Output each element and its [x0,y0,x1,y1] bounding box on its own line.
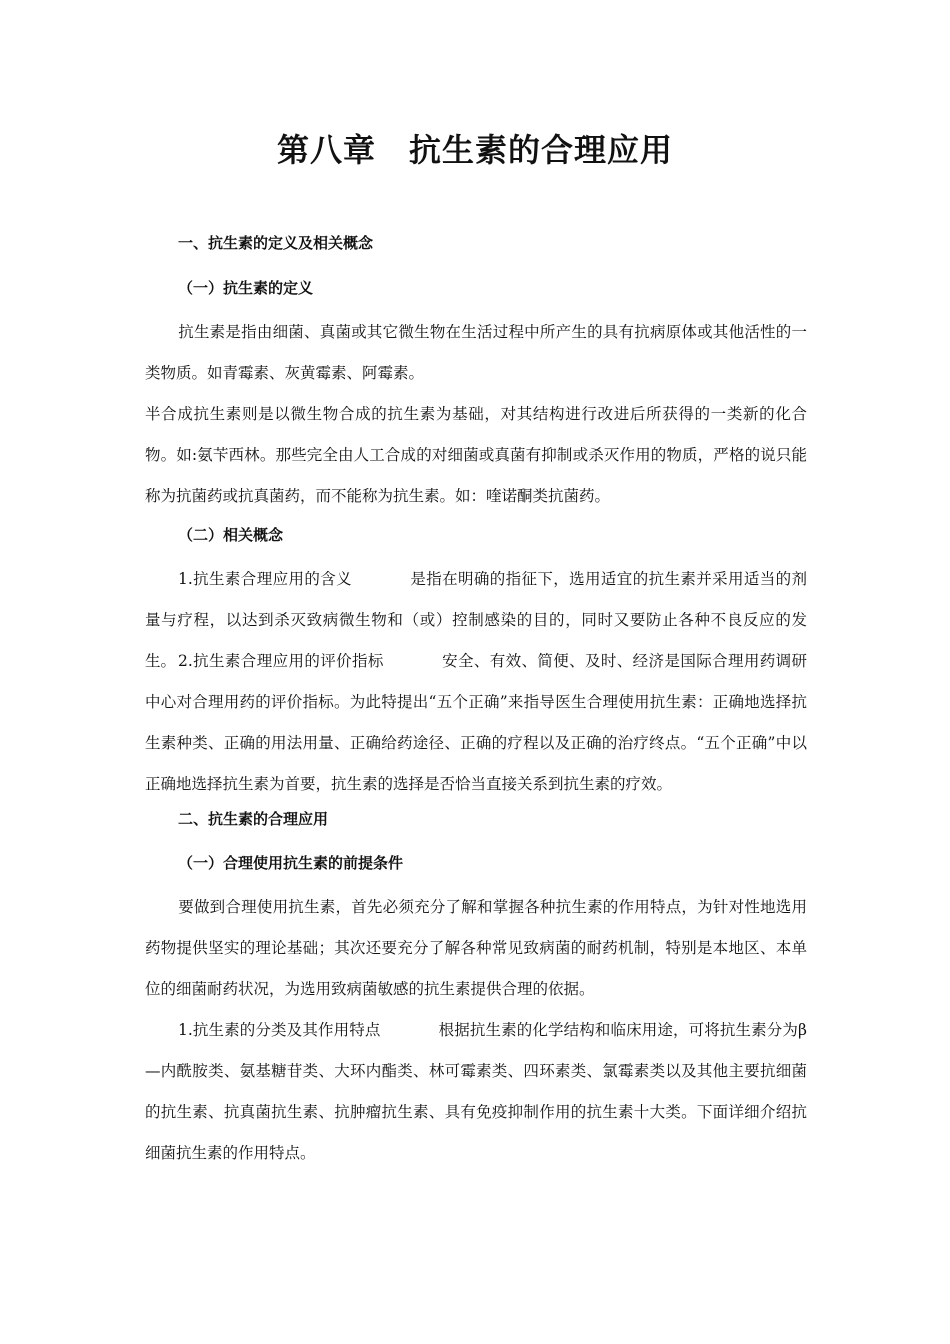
paragraph-antibiotic-definition [145,312,807,394]
section-heading-2: 二、抗生素的合理应用 [178,810,329,828]
term-label: 2.抗生素合理应用的评价指标 [178,652,384,670]
paragraph-text: 根据抗生素的化学结构和临床用途，可将抗生素分为β—内酰胺类、氨基糖苷类、大环内酯类、林可霉素类、四环素类、氯霉素类以及其他主要抗细菌的抗生素、抗真菌抗生素、抗肿瘤抗生素、具有免疫抑制作用的抗生素十大类。下面详细介绍抗细菌抗生素的作用特点。 [145,1021,807,1162]
term-label: 1.抗生素的分类及其作用特点 [178,1021,381,1039]
paragraph-evaluation-indicators [145,641,807,805]
paragraph-text: 是指在明确的指征下，选用适宜的抗生素并采用适当的剂量与疗程，以达到杀灭致病微生物和（或）控制感染的目的，同时又要防止各种不良反应的发生。 [145,570,807,670]
section-heading-1: 一、抗生素的定义及相关概念 [178,234,374,252]
chapter-title: 第八章 抗生素的合理应用 [276,131,673,169]
paragraph-text: 安全、有效、简便、及时、经济是国际合理用药调研中心对合理用药的评价指标。为此特提出“五个正确”来指导医生合理使用抗生素：正确地选择抗生素种类、正确的用法用量、正确给药途径、正确的疗程以及正确的治疗终点。“五个正确”中以正确地选择抗生素为首要，抗生素的选择是否恰当直接关系到抗生素的疗效。 [145,652,807,793]
subsection-heading-concepts: （二）相关概念 [178,526,284,544]
paragraph-text: 半合成抗生素则是以微生物合成的抗生素为基础，对其结构进行改进后所获得的一类新的化合物。如:氨苄西林。那些完全由人工合成的对细菌或真菌有抑制或杀灭作用的物质，严格的说只能称为抗菌药或抗真菌药，而不能称为抗生素。如：喹诺酮类抗菌药。 [145,405,807,505]
paragraph-text: 抗生素是指由细菌、真菌或其它微生物在生活过程中所产生的具有抗病原体或其他活性的一类物质。如青霉素、灰黄霉素、阿霉素。 [145,323,807,382]
paragraph-semisynthetic [145,394,807,517]
paragraph-classification [145,1010,807,1174]
term-label: 1.抗生素合理应用的含义 [178,570,352,588]
subsection-heading-definition: （一）抗生素的定义 [178,279,314,297]
paragraph-preconditions [145,887,807,1010]
subsection-heading-preconditions: （一）合理使用抗生素的前提条件 [178,854,404,872]
paragraph-text: 要做到合理使用抗生素，首先必须充分了解和掌握各种抗生素的作用特点，为针对性地选用药物提供坚实的理论基础；其次还要充分了解各种常见致病菌的耐药机制，特别是本地区、本单位的细菌耐药状况，为选用致病菌敏感的抗生素提供合理的依据。 [145,898,807,998]
